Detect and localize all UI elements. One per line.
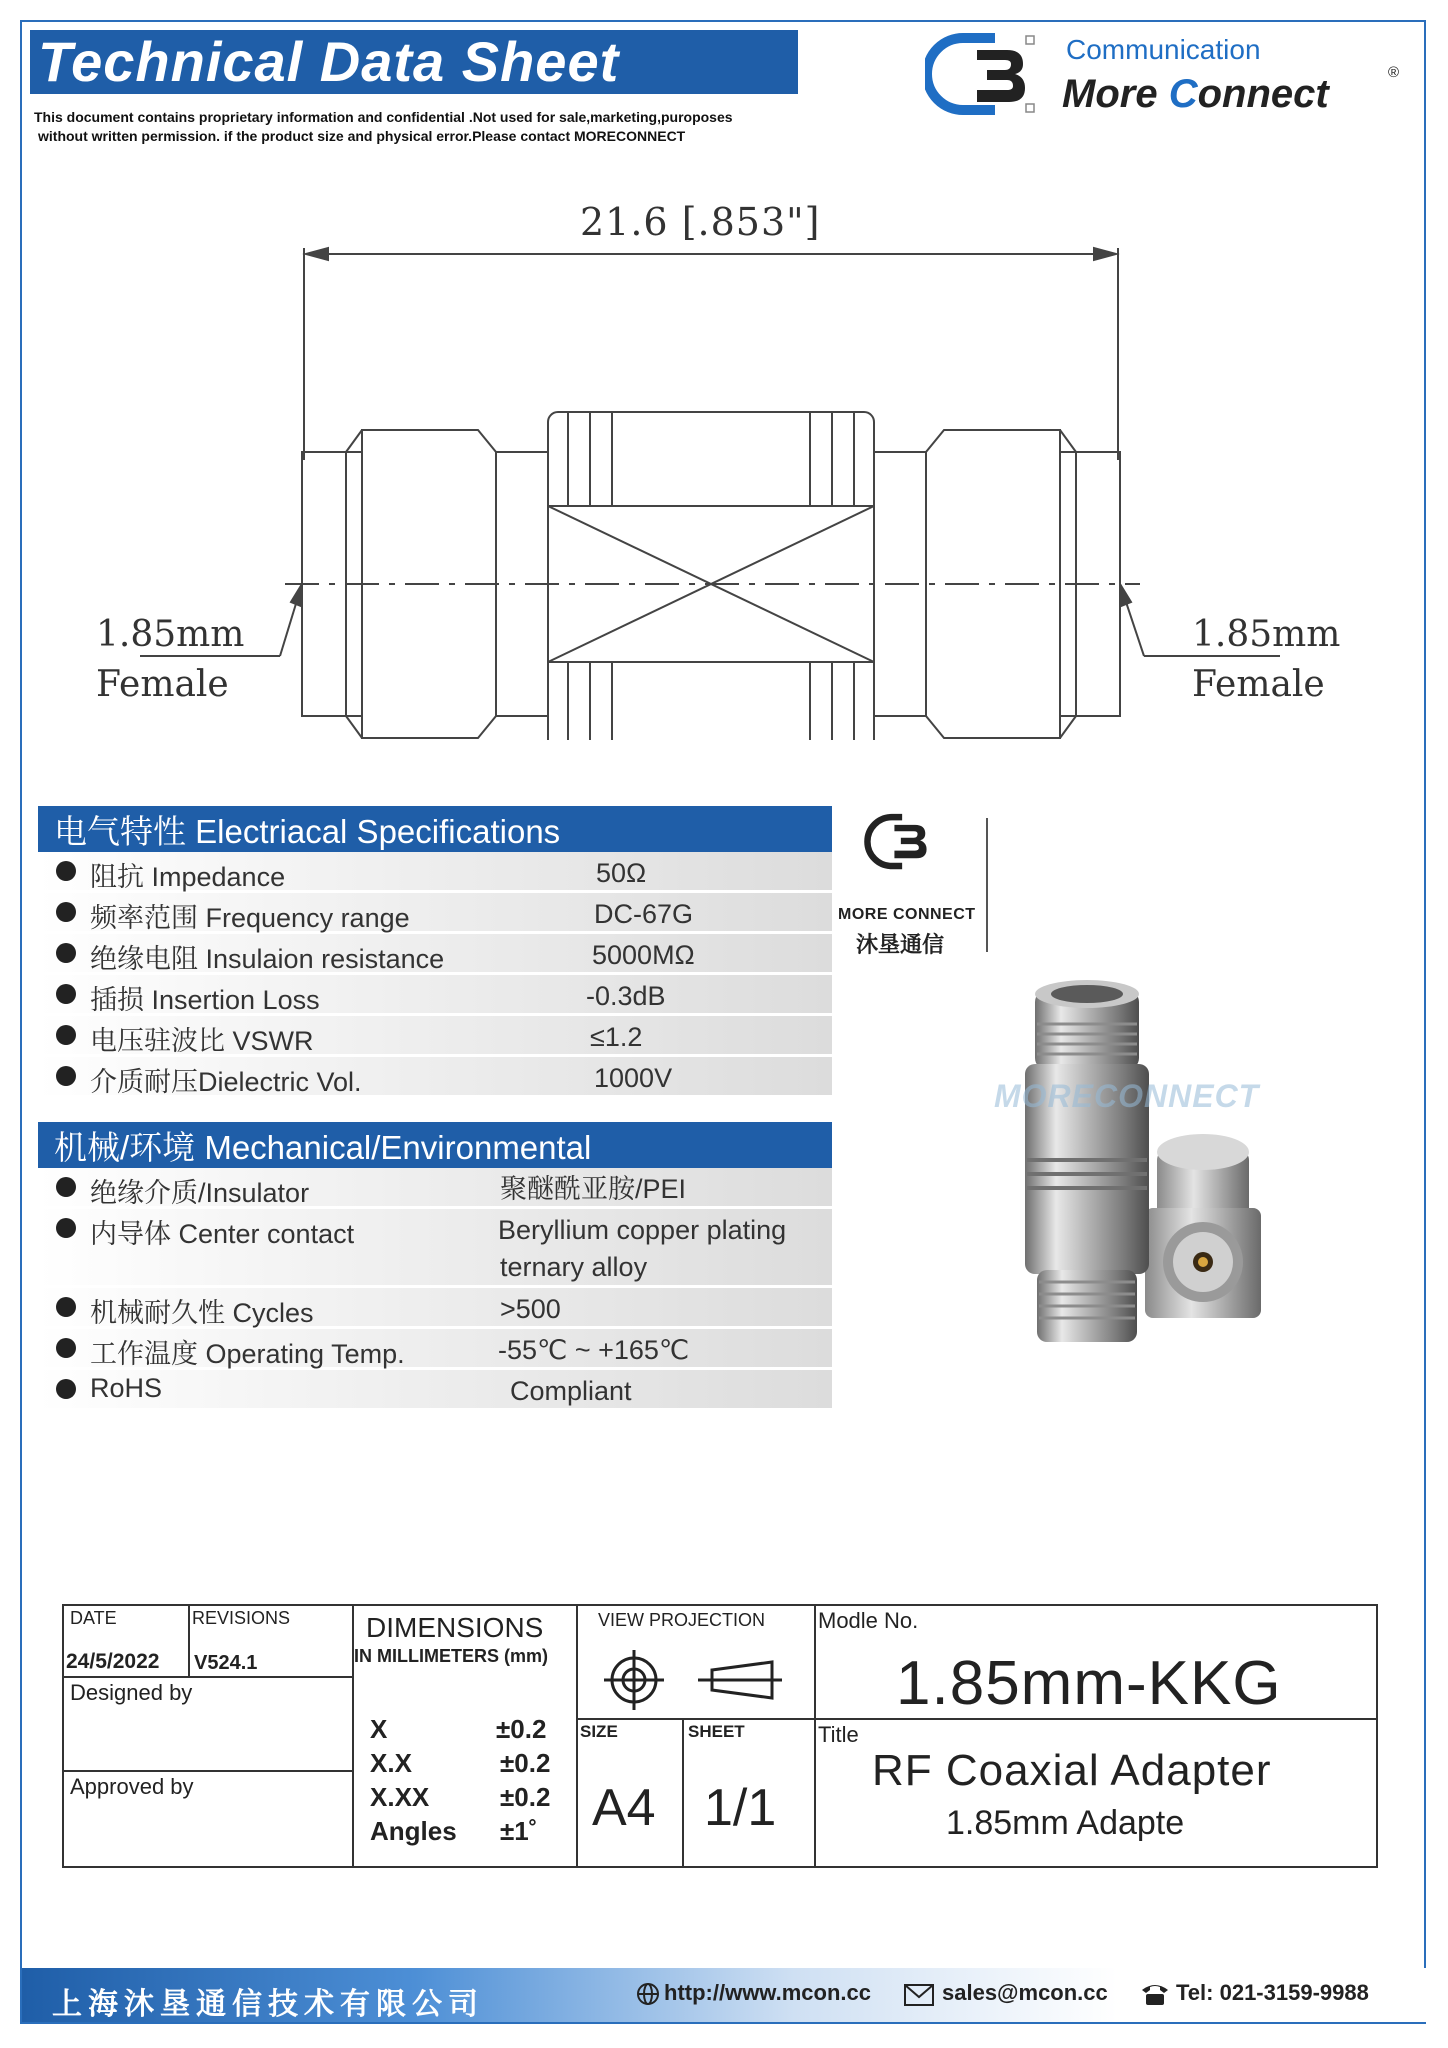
spec-label: RoHS — [90, 1373, 163, 1403]
spec-label: 内导体 Center contact — [90, 1219, 355, 1249]
bullet-icon — [56, 943, 76, 963]
divider — [64, 1770, 352, 1772]
spec-value: 聚醚酰亚胺/PEI — [500, 1174, 687, 1204]
spec-row — [38, 1016, 832, 1057]
divider — [188, 1606, 190, 1676]
bullet-icon — [56, 1218, 76, 1238]
right-port-size: 1.85mm — [1192, 614, 1341, 655]
spec-value-continued: ternary alloy — [500, 1252, 648, 1282]
bullet-icon — [56, 1025, 76, 1045]
sheet-label: SHEET — [688, 1722, 745, 1741]
approved-by-label: Approved by — [70, 1774, 194, 1799]
mechanical-spec-table — [38, 1122, 832, 1411]
side-logo-chinese-name: 沐垦通信 — [856, 933, 945, 958]
left-port-gender: Female — [96, 664, 229, 705]
mechanical-spec-heading: 机械/环境 Mechanical/Environmental — [38, 1122, 832, 1168]
spec-value: -0.3dB — [586, 981, 666, 1011]
spec-value: 1000V — [594, 1063, 673, 1093]
footer-telephone: Tel: 021-3159-9988 — [1176, 1980, 1369, 2005]
overall-length-dimension: 21.6 [.853"] — [580, 200, 821, 244]
title-label: Title — [818, 1722, 859, 1747]
spec-value: >500 — [500, 1294, 561, 1324]
spec-label: 工作温度 Operating Temp. — [90, 1339, 405, 1369]
brand-name-part-2: onnect — [1197, 72, 1329, 116]
spec-label: 频率范围 Frequency range — [90, 903, 410, 933]
sheet-value: 1/1 — [704, 1779, 777, 1837]
divider — [576, 1718, 814, 1720]
brand-name-part-1: More — [1062, 72, 1169, 116]
projection-symbol-icon — [602, 1648, 792, 1712]
spec-row — [38, 893, 832, 934]
size-label: SIZE — [580, 1722, 618, 1741]
spec-value: 5000MΩ — [592, 940, 695, 970]
electrical-spec-table — [38, 806, 832, 1098]
brand-tagline: Communication — [1066, 34, 1261, 65]
tolerance-key: X.X — [370, 1748, 412, 1778]
bullet-icon — [56, 1297, 76, 1317]
brand-name — [1062, 72, 1329, 117]
bullet-icon — [56, 1379, 76, 1399]
notice-line-2: without written permission. if the product size and physical error.Please contact MORECONNECT — [38, 128, 686, 144]
subtitle-value: 1.85mm Adapte — [946, 1804, 1185, 1842]
spec-label: 阻抗 Impedance — [90, 862, 286, 892]
model-label: Modle No. — [818, 1608, 919, 1633]
spec-label: 电压驻波比 VSWR — [90, 1026, 314, 1056]
footer-website-link[interactable]: http://www.mcon.cc — [664, 1980, 871, 2005]
bullet-icon — [56, 861, 76, 881]
product-photo — [985, 980, 1275, 1360]
spec-row — [38, 975, 832, 1016]
divider — [682, 1718, 684, 1868]
spec-row — [38, 1370, 832, 1411]
title-value: RF Coaxial Adapter — [872, 1746, 1272, 1795]
revisions-value: V524.1 — [194, 1652, 258, 1674]
photo-watermark: MORECONNECT — [994, 1078, 1260, 1114]
footer-company-name: 上海沐垦通信技术有限公司 — [52, 1987, 484, 2022]
phone-icon — [1140, 1982, 1170, 2006]
revisions-label: REVISIONS — [192, 1608, 291, 1628]
bullet-icon — [56, 1338, 76, 1358]
bullet-icon — [56, 902, 76, 922]
right-port-label — [1192, 610, 1340, 710]
bullet-icon — [56, 1066, 76, 1086]
spec-value: 50Ω — [596, 858, 647, 888]
divider — [64, 1676, 352, 1678]
confidentiality-notice — [34, 108, 814, 146]
notice-line-1: This document contains proprietary information and confidential .Not used for sale,marketing,puroposes — [34, 109, 733, 125]
spec-label: 插损 Insertion Loss — [90, 985, 320, 1015]
spec-row — [38, 852, 832, 893]
spec-row — [38, 1329, 832, 1370]
divider — [814, 1606, 816, 1868]
electrical-spec-heading: 电气特性 Electriacal Specifications — [38, 806, 832, 852]
tolerance-value: ±0.2 — [496, 1714, 547, 1744]
divider — [576, 1606, 578, 1868]
size-value: A4 — [592, 1779, 656, 1837]
mail-icon — [904, 1984, 934, 2006]
logo-divider — [986, 818, 988, 952]
document-title: Technical Data Sheet — [30, 30, 798, 94]
spec-value: -55℃ ~ +165℃ — [498, 1335, 690, 1365]
spec-row — [38, 1057, 832, 1098]
spec-row — [38, 934, 832, 975]
title-block — [62, 1604, 1378, 1868]
registered-mark: ® — [1388, 64, 1400, 81]
tolerance-value: ±0.2 — [500, 1748, 551, 1778]
tolerance-value: ±0.2 — [500, 1782, 551, 1812]
spec-label: 绝缘电阻 Insulaion resistance — [90, 944, 445, 974]
footer-email-link[interactable]: sales@mcon.cc — [942, 1980, 1108, 2005]
model-value: 1.85mm-KKG — [896, 1649, 1282, 1718]
left-port-size: 1.85mm — [96, 614, 245, 655]
designed-by-label: Designed by — [70, 1680, 193, 1705]
spec-value: Beryllium copper plating — [498, 1215, 787, 1245]
company-logo-icon — [925, 32, 1037, 116]
dimensions-label: DIMENSIONS — [366, 1612, 544, 1643]
bullet-icon — [56, 1177, 76, 1197]
left-port-label — [96, 610, 244, 710]
date-label: DATE — [70, 1608, 117, 1628]
brand-name-accent-letter: C — [1168, 72, 1198, 116]
tolerance-key: X.XX — [370, 1782, 430, 1812]
tolerance-key: X — [370, 1714, 388, 1744]
spec-row — [38, 1209, 832, 1288]
units-label: IN MILLIMETERS (mm) — [354, 1646, 548, 1666]
side-logo-icon — [846, 812, 966, 902]
spec-value: ≤1.2 — [590, 1022, 643, 1052]
date-value: 24/5/2022 — [66, 1650, 160, 1673]
tolerance-value: ±1˚ — [500, 1816, 538, 1846]
tolerance-key: Angles — [370, 1816, 457, 1846]
spec-label: 绝缘介质/Insulator — [90, 1178, 310, 1208]
right-port-gender: Female — [1192, 664, 1325, 705]
spec-label: 机械耐久性 Cycles — [90, 1298, 314, 1328]
view-projection-label: VIEW PROJECTION — [598, 1610, 766, 1630]
spec-value: DC-67G — [594, 899, 694, 929]
spec-row — [38, 1168, 832, 1209]
spec-row — [38, 1288, 832, 1329]
side-logo-name: MORE CONNECT — [838, 906, 976, 923]
connector-drawing — [80, 180, 1350, 740]
bullet-icon — [56, 984, 76, 1004]
spec-label: 介质耐压Dielectric Vol. — [90, 1067, 362, 1097]
spec-value: Compliant — [510, 1376, 632, 1406]
globe-icon — [636, 1982, 660, 2006]
